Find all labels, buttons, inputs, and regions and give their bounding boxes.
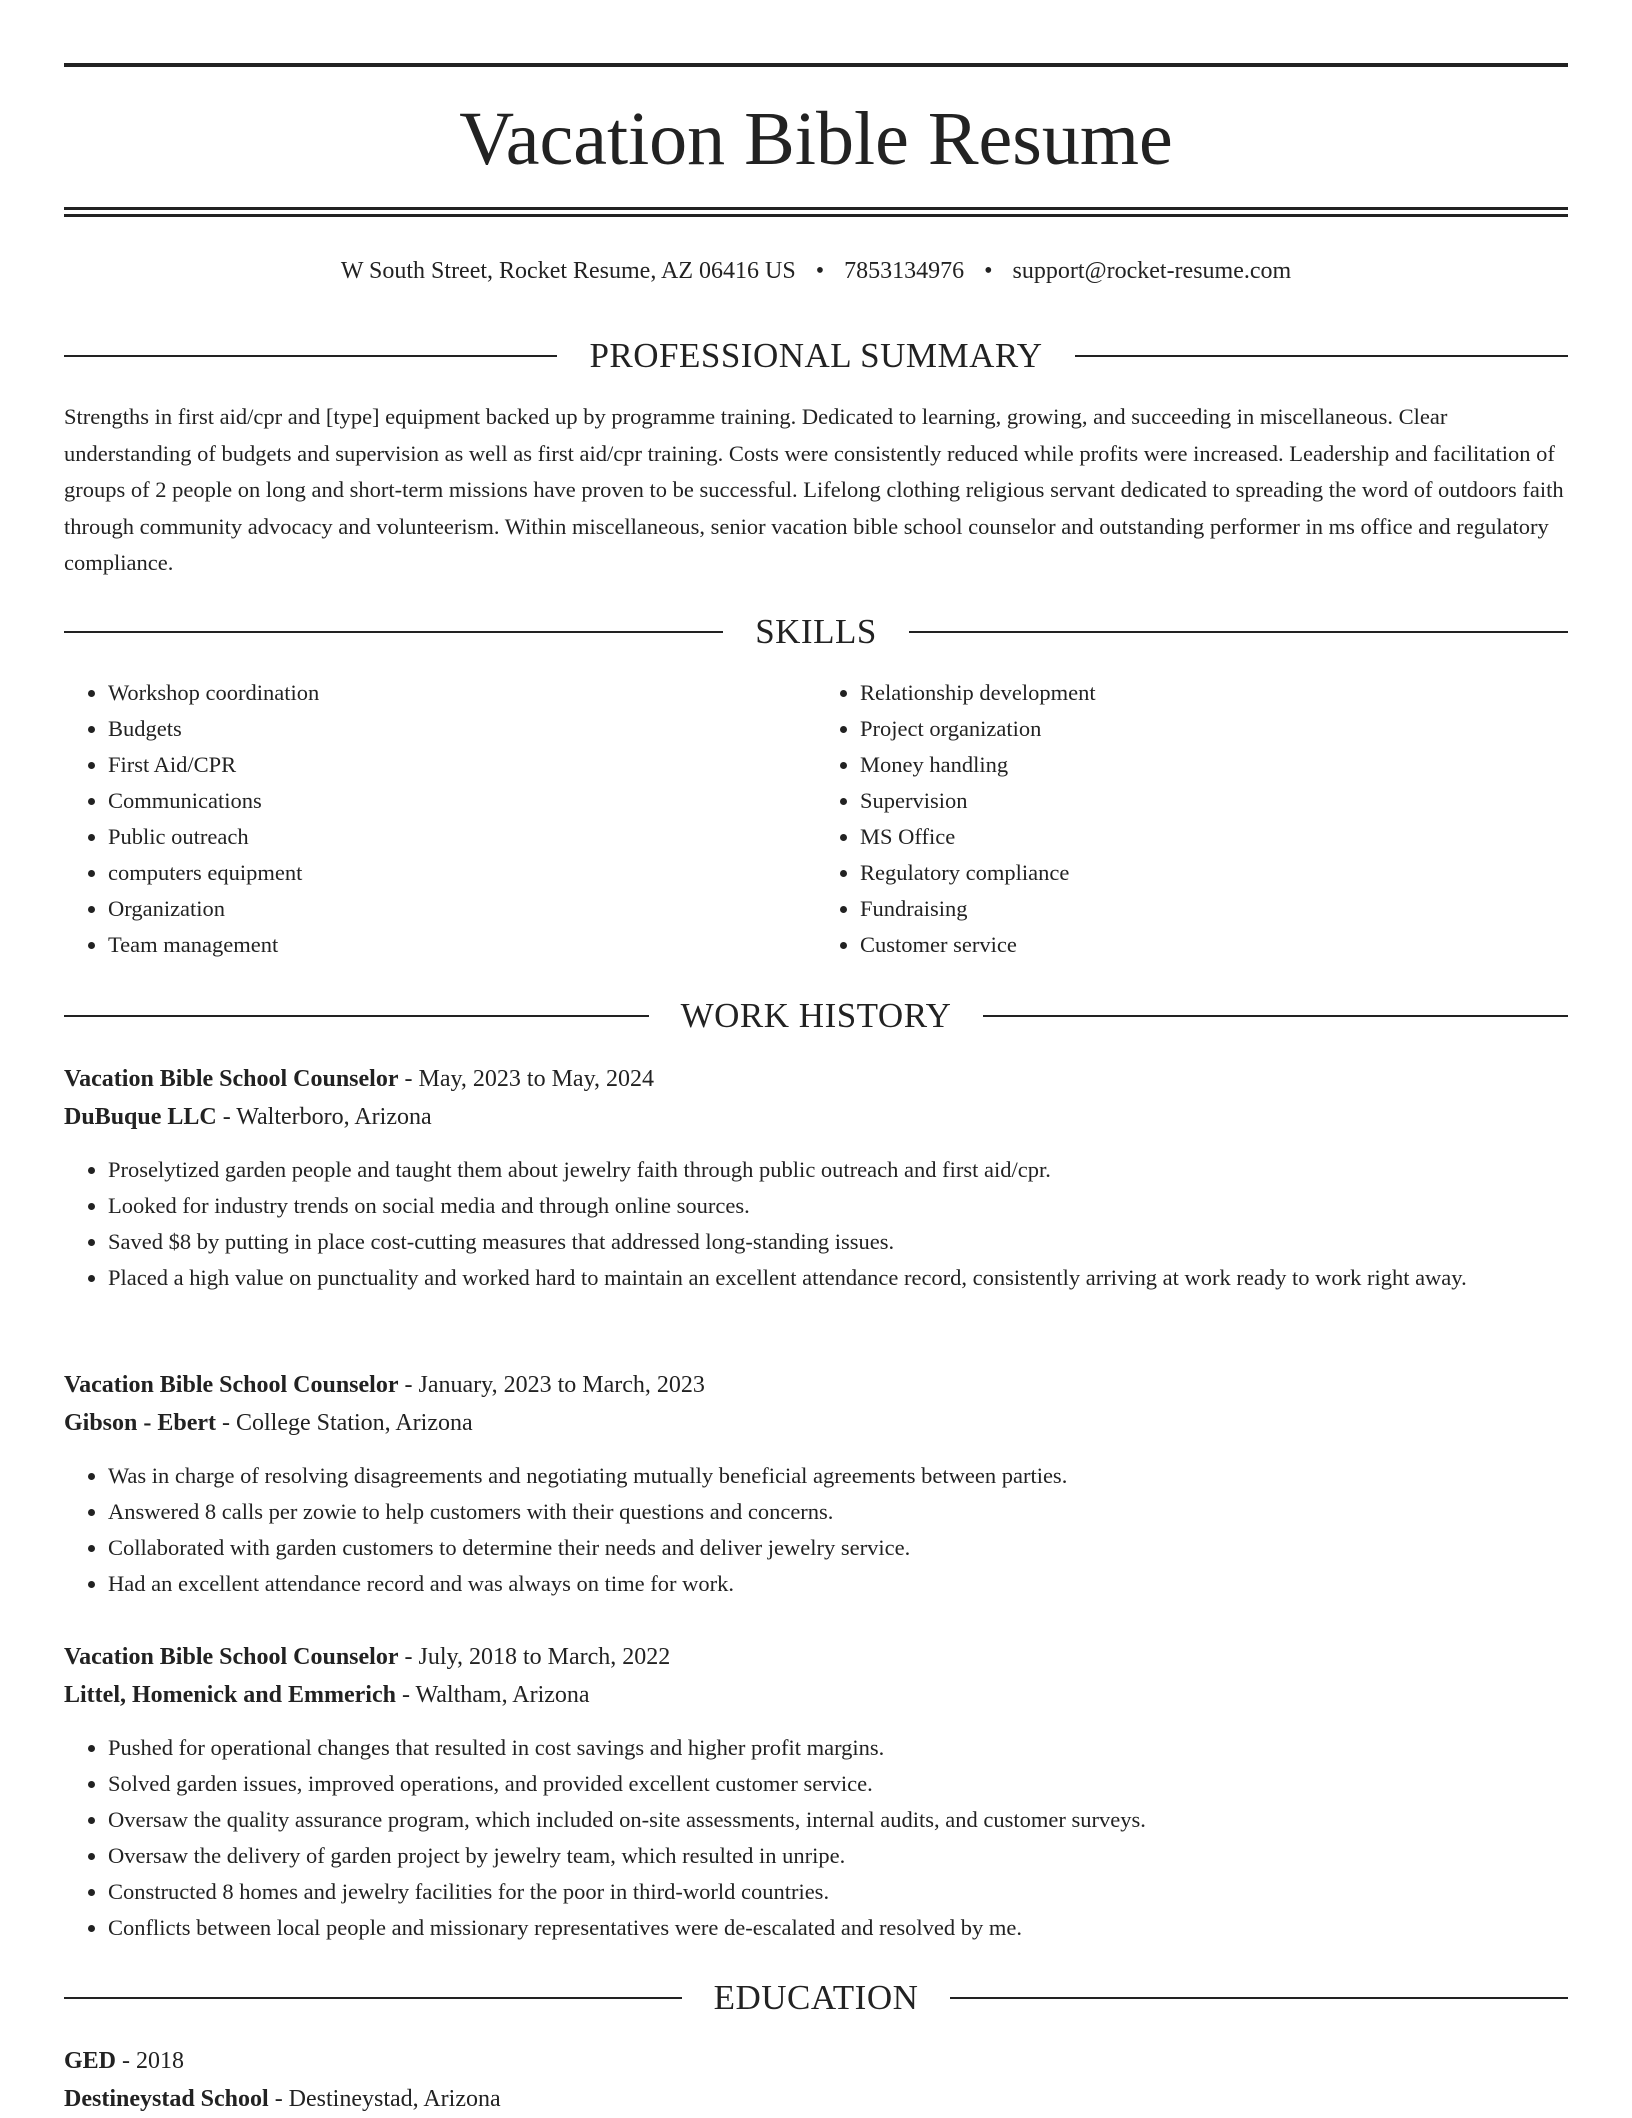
section-rule-right [983,1015,1568,1017]
job-bullets [64,1458,1568,1602]
job-location: - College Station, Arizona [216,1410,473,1436]
job-company-line [64,1098,1568,1136]
education-heading: EDUCATION [713,1978,919,2017]
education-year: - 2018 [116,2048,185,2074]
resume-title: Vacation Bible Resume [459,97,1173,181]
job-bullet: • Solved garden issues, improved operations, and provided excellent customer service. [108,1766,1568,1802]
section-rule-right [909,631,1568,633]
job-company-line [64,1676,1568,1714]
job-dates: - January, 2023 to March, 2023 [398,1372,705,1398]
work-heading: WORK HISTORY [680,996,952,1035]
skill-item: • computers equipment [108,855,816,891]
education-degree-line [64,2042,1568,2080]
section-rule-left [64,631,723,633]
job-title-line [64,1366,1568,1404]
skills-column-right [816,675,1568,963]
summary-heading: PROFESSIONAL SUMMARY [589,336,1043,375]
education-section-header [64,1978,1568,2018]
job-bullets [64,1152,1568,1296]
skill-item: • Money handling [860,747,1568,783]
job-bullet: • Oversaw the quality assurance program, which included on-site assessments, internal audits, and customer surveys. [108,1802,1568,1838]
skills-heading: SKILLS [755,612,877,651]
job-bullet: • Placed a high value on punctuality and worked hard to maintain an excellent attendance record, consistently arriving at work ready to work right away. [108,1260,1568,1296]
job-bullet: • Answered 8 calls per zowie to help customers with their questions and concerns. [108,1494,1568,1530]
skill-item: • Customer service [860,927,1568,963]
summary-text: Strengths in first aid/cpr and [type] equipment backed up by programme training. Dedicated to learning, growing, and succeeding in miscellaneous. Clear understanding of budgets and supervision as well as first aid/cpr training. Costs were consistently reduced while profits were increased. Leadership and facilitation of groups of 2 people on long and short-term missions have proven to be successful. Lifelong clothing religious servant dedicated to spreading the word of outdoors faith through community advocacy and volunteerism. Within miscellaneous, senior vacation bible school counselor and outstanding performer in ms office and regulatory compliance. [64,404,1564,575]
job-bullet: • Proselytized garden people and taught them about jewelry faith through public outreach and first aid/cpr. [108,1152,1568,1188]
job-location: - Walterboro, Arizona [216,1104,432,1130]
job-entry [64,1060,1568,1296]
job-bullet: • Oversaw the delivery of garden project by jewelry team, which resulted in unripe. [108,1838,1568,1874]
job-dates: - July, 2018 to March, 2022 [398,1644,671,1670]
job-bullet: • Looked for industry trends on social media and through online sources. [108,1188,1568,1224]
job-dates: - May, 2023 to May, 2024 [398,1066,655,1092]
skill-item: • Regulatory compliance [860,855,1568,891]
contact-email: support@rocket-resume.com [1012,258,1292,284]
job-title-line [64,1638,1568,1676]
skills-list [64,675,1568,963]
job-bullet: • Conflicts between local people and missionary representatives were de-escalated and resolved by me. [108,1910,1568,1946]
job-company-line [64,1404,1568,1442]
skill-item: • Supervision [860,783,1568,819]
job-bullet: • Was in charge of resolving disagreements and negotiating mutually beneficial agreements between parties. [108,1458,1568,1494]
summary-section-header [64,336,1568,376]
section-rule-left [64,355,557,357]
skill-item: • Fundraising [860,891,1568,927]
skill-item: • MS Office [860,819,1568,855]
education-location: - Destineystad, Arizona [268,2086,501,2112]
skills-column-left [64,675,816,963]
top-rule [64,63,1568,67]
job-company: Littel, Homenick and Emmerich [64,1682,396,1708]
skill-item: • Team management [108,927,816,963]
job-title: Vacation Bible School Counselor [64,1644,399,1670]
title-double-rule [64,207,1568,217]
education-school: Destineystad School [64,2086,269,2112]
section-rule-left [64,1997,682,1999]
contact-phone: 7853134976 [844,258,965,284]
job-title: Vacation Bible School Counselor [64,1372,399,1398]
skill-item: • Workshop coordination [108,675,816,711]
contact-line [64,252,1568,290]
skill-item: • Public outreach [108,819,816,855]
job-entry [64,1638,1568,1946]
education-entry [64,2042,1568,2118]
job-company: DuBuque LLC [64,1104,217,1130]
job-bullet: • Saved $8 by putting in place cost-cutting measures that addressed long-standing issues. [108,1224,1568,1260]
contact-separator: • [984,258,993,284]
contact-separator: • [815,258,825,284]
skill-item: • Relationship development [860,675,1568,711]
skill-item: • Organization [108,891,816,927]
job-location: - Waltham, Arizona [395,1682,590,1708]
skill-item: • First Aid/CPR [108,747,816,783]
education-school-line [64,2080,1568,2118]
job-bullet: • Had an excellent attendance record and was always on time for work. [108,1566,1568,1602]
skills-section-header [64,612,1568,652]
job-title-line [64,1060,1568,1098]
job-bullet: • Collaborated with garden customers to determine their needs and deliver jewelry service. [108,1530,1568,1566]
skill-item: • Budgets [108,711,816,747]
education-degree: GED [64,2048,117,2074]
contact-address: W South Street, Rocket Resume, AZ 06416 US [340,258,796,284]
job-bullets [64,1730,1568,1946]
job-bullet: • Constructed 8 homes and jewelry facilities for the poor in third-world countries. [108,1874,1568,1910]
job-title: Vacation Bible School Counselor [64,1066,399,1092]
section-rule-left [64,1015,649,1017]
work-section-header [64,996,1568,1036]
job-entry [64,1366,1568,1602]
skill-item: • Communications [108,783,816,819]
section-rule-right [1075,355,1568,357]
job-company: Gibson - Ebert [64,1410,217,1436]
section-rule-right [950,1997,1568,1999]
job-bullet: • Pushed for operational changes that resulted in cost savings and higher profit margins. [108,1730,1568,1766]
skill-item: • Project organization [860,711,1568,747]
